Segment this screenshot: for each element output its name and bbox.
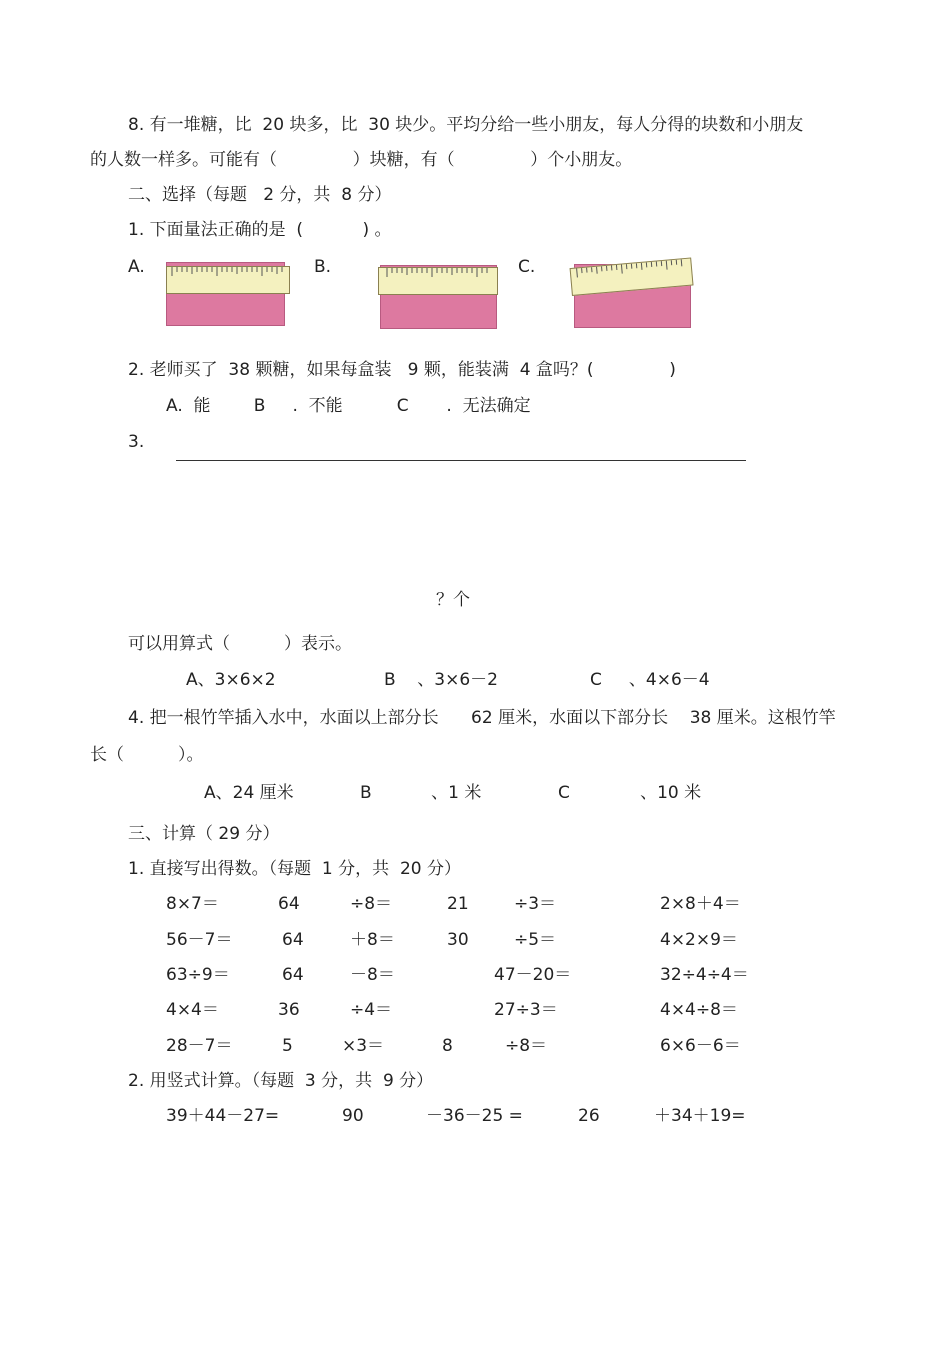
choice-question-2: 2. 老师买了 38 颗糖，如果每盒装 9 颗，能装满 4 盒吗？( ) bbox=[128, 360, 676, 380]
calc-cell: 8 bbox=[442, 1036, 453, 1056]
ruler-scale-icon bbox=[167, 267, 289, 293]
calc-cell: 63÷9＝ bbox=[166, 965, 230, 985]
calc-cell: 32÷4÷4＝ bbox=[660, 965, 749, 985]
answer-line bbox=[176, 460, 746, 461]
q4-option-b: B 、1 米 bbox=[360, 783, 482, 803]
calc-cell: ×3＝ bbox=[342, 1036, 385, 1056]
question-8-line2: 的人数一样多。可能有（ ）块糖，有（ ）个小朋友。 bbox=[90, 150, 633, 170]
vertical-calc-2-part: 90 bbox=[342, 1106, 364, 1126]
calc-cell: ÷4＝ bbox=[350, 1000, 393, 1020]
calc-cell: 5 bbox=[282, 1036, 293, 1056]
vertical-calc-2-part: －36－25 = bbox=[426, 1106, 523, 1126]
q3-option-a: A、3×6×2 bbox=[186, 670, 276, 690]
calc-cell: 28－7＝ bbox=[166, 1036, 233, 1056]
calc-cell: 30 bbox=[447, 930, 469, 950]
calc-cell: 4×2×9＝ bbox=[660, 930, 738, 950]
q3-option-b: B 、3×6－2 bbox=[384, 670, 498, 690]
calc-cell: ÷8＝ bbox=[350, 894, 393, 914]
ruler bbox=[166, 266, 290, 294]
calc-cell: －8＝ bbox=[350, 965, 395, 985]
calc-cell: ÷5＝ bbox=[514, 930, 557, 950]
calc-cell: ＋8＝ bbox=[350, 930, 395, 950]
calc-cell: 27÷3＝ bbox=[494, 1000, 558, 1020]
ruler-figure-a bbox=[166, 262, 291, 328]
q4-option-a: A、24 厘米 bbox=[204, 783, 294, 803]
vertical-calc-3-part: 26 bbox=[578, 1106, 600, 1126]
choice-question-4-line1: 4. 把一根竹竿插入水中，水面以上部分长 62 厘米，水面以下部分长 38 厘米。这根竹竿 bbox=[128, 708, 836, 728]
calc-cell: ÷8＝ bbox=[505, 1036, 548, 1056]
calc-cell: 36 bbox=[278, 1000, 300, 1020]
option-c-label: C. bbox=[518, 257, 536, 277]
vertical-calc-1: 39＋44－27= bbox=[166, 1106, 280, 1126]
choice-question-1: 1. 下面量法正确的是 ( ) 。 bbox=[128, 220, 392, 240]
calc-subsection-2: 2. 用竖式计算。（每题 3 分，共 9 分） bbox=[128, 1071, 434, 1091]
calc-cell: 8×7＝ bbox=[166, 894, 219, 914]
choice-question-2-options: A. 能 B . 不能 C . 无法确定 bbox=[166, 396, 531, 416]
section-2-title: 二、选择（每题 2 分，共 8 分） bbox=[128, 185, 392, 205]
section-3-title: 三、计算（ 29 分） bbox=[128, 824, 280, 844]
ruler bbox=[378, 267, 498, 295]
calc-cell: 56－7＝ bbox=[166, 930, 233, 950]
calc-cell: ÷3＝ bbox=[514, 894, 557, 914]
choice-question-4-line2: 长（ ）。 bbox=[90, 745, 204, 765]
q4-option-c: C 、10 米 bbox=[558, 783, 702, 803]
q3-option-c: C 、4×6－4 bbox=[590, 670, 710, 690]
calc-cell: 64 bbox=[278, 894, 300, 914]
ruler-figure-b bbox=[378, 262, 503, 330]
calc-cell: 2×8＋4＝ bbox=[660, 894, 741, 914]
calc-cell: 47－20＝ bbox=[494, 965, 572, 985]
unknown-count-label: ？个 bbox=[436, 590, 470, 610]
calc-cell: 4×4÷8＝ bbox=[660, 1000, 738, 1020]
calc-subsection-1: 1. 直接写出得数。（每题 1 分，共 20 分） bbox=[128, 859, 461, 879]
vertical-calc-3-part: ＋34＋19= bbox=[654, 1106, 746, 1126]
question-8-line1: 8. 有一堆糖，比 20 块多，比 30 块少。平均分给一些小朋友，每人分得的块数和小朋友 bbox=[128, 115, 804, 135]
choice-question-3-number: 3. bbox=[128, 432, 145, 452]
calc-cell: 64 bbox=[282, 930, 304, 950]
ruler-scale-icon bbox=[379, 268, 497, 294]
choice-question-3-text: 可以用算式（ ）表示。 bbox=[128, 634, 353, 654]
option-a-label: A. bbox=[128, 257, 145, 277]
calc-cell: 21 bbox=[447, 894, 469, 914]
calc-cell: 64 bbox=[282, 965, 304, 985]
calc-cell: 4×4＝ bbox=[166, 1000, 219, 1020]
ruler-figure-c bbox=[572, 260, 697, 330]
option-b-label: B. bbox=[314, 257, 332, 277]
calc-cell: 6×6－6＝ bbox=[660, 1036, 741, 1056]
